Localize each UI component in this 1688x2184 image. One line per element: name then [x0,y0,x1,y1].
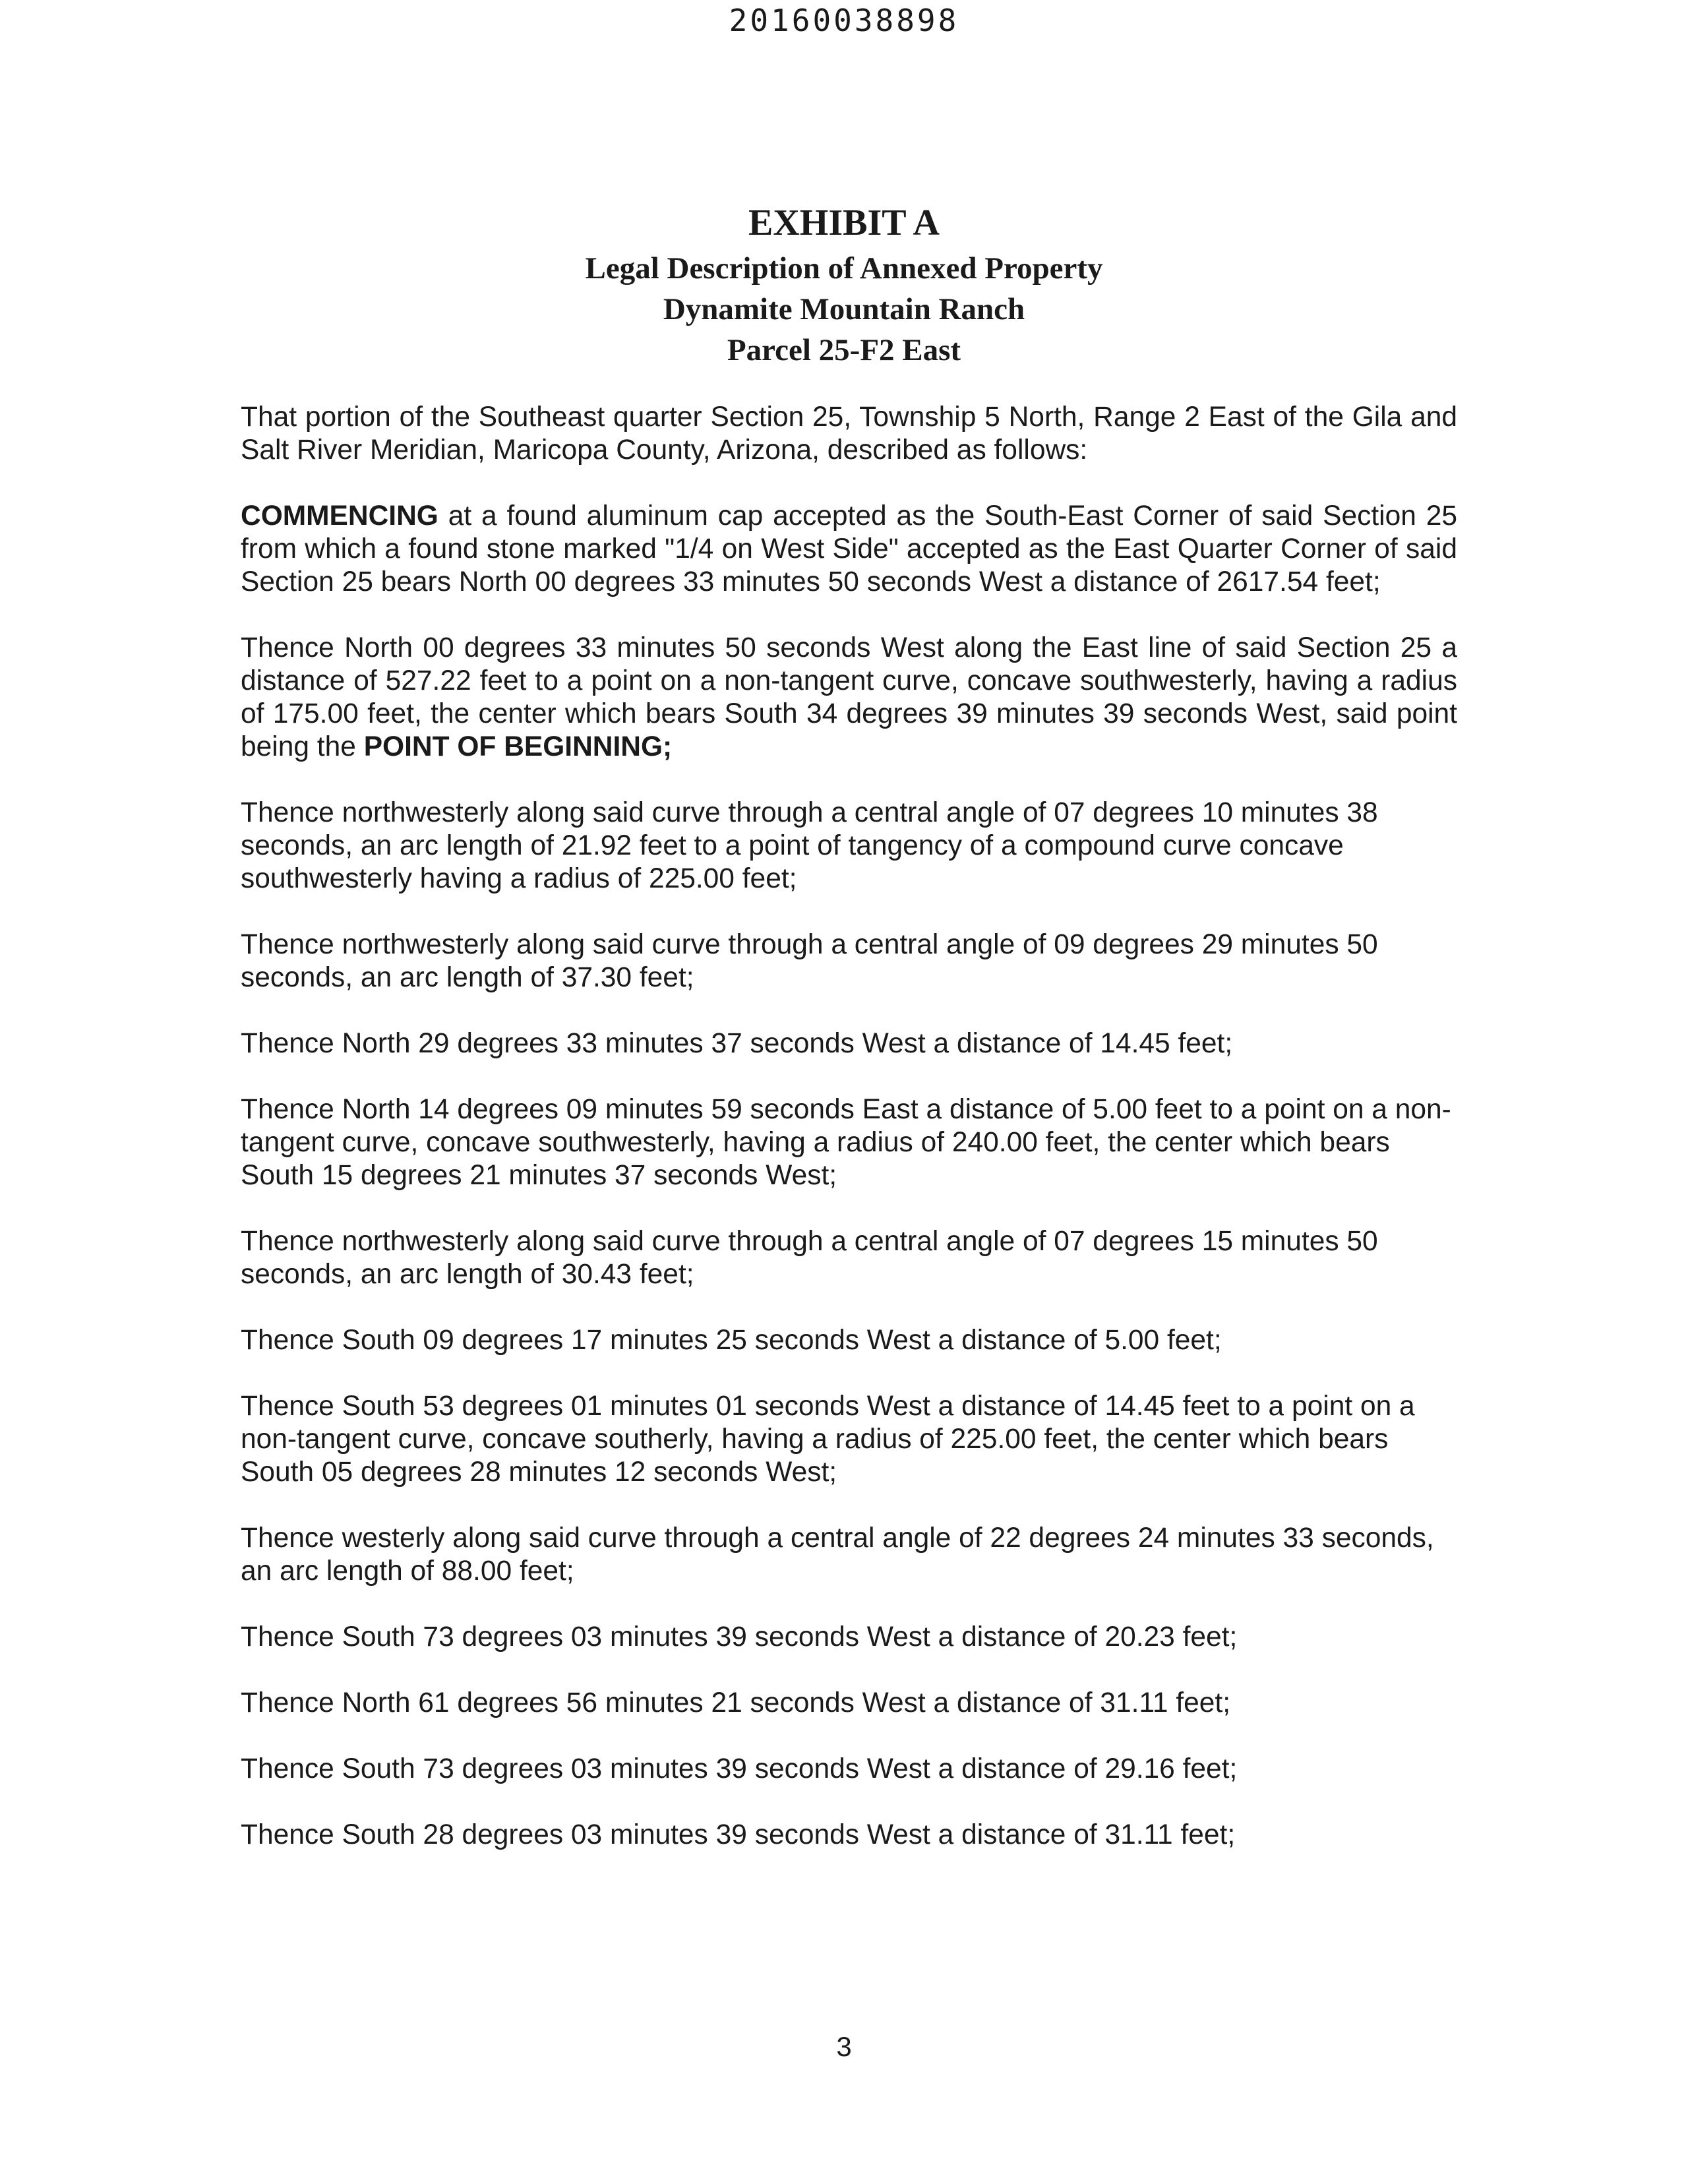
commencing-label: COMMENCING [241,501,438,531]
course-paragraph: Thence South 53 degrees 01 minutes 01 seconds West a distance of 14.45 feet to a point on a non-tangent curve, concave southerly, having a radius of 225.00 feet, the center which bears South 05 degrees 28 minutes 12 seconds West; [241,1391,1415,1488]
point-of-beginning-label: POINT OF BEGINNING; [363,731,673,762]
commencing-paragraph [241,500,1457,599]
exhibit-title: EXHIBIT A [748,202,940,243]
intro-paragraph: That portion of the Southeast quarter Section 25, Township 5 North, Range 2 East of the Gila and Salt River Meridian, Maricopa County, Arizona, described as follows: [241,402,1457,466]
course-paragraph: Thence northwesterly along said curve through a central angle of 07 degrees 10 minutes 38 seconds, an arc length of 21.92 feet to a point of tangency of a compound curve concave southwesterly having a radius of 225.00 feet; [241,797,1378,894]
header-subdivision-name: Dynamite Mountain Ranch [663,292,1025,326]
commencing-text: at a found aluminum cap accepted as the South-East Corner of said Section 25 from which a found stone marked "1/4 on West Side" accepted as the East Quarter Corner of said Section 25 bears North 00 degrees 33 minutes 50 seconds West a distance of 2617.54 feet; [241,501,1457,597]
course-paragraph: Thence North 29 degrees 33 minutes 37 seconds West a distance of 14.45 feet; [241,1028,1233,1059]
course-paragraph: Thence South 28 degrees 03 minutes 39 seconds West a distance of 31.11 feet; [241,1819,1236,1850]
course-paragraph: Thence South 73 degrees 03 minutes 39 seconds West a distance of 29.16 feet; [241,1753,1238,1784]
course-paragraph: Thence westerly along said curve through a central angle of 22 degrees 24 minutes 33 seconds, an arc length of 88.00 feet; [241,1523,1434,1587]
course-paragraph: Thence North 14 degrees 09 minutes 59 seconds East a distance of 5.00 feet to a point on a non-tangent curve, concave southwesterly, having a radius of 240.00 feet, the center which bears South 15 degrees 21 minutes 37 seconds West; [241,1094,1451,1191]
header-parcel-name: Parcel 25-F2 East [727,333,961,367]
beginning-paragraph [241,632,1457,764]
course-paragraph: Thence South 73 degrees 03 minutes 39 seconds West a distance of 20.23 feet; [241,1622,1238,1653]
course-paragraph: Thence South 09 degrees 17 minutes 25 seconds West a distance of 5.00 feet; [241,1325,1222,1356]
course-paragraph: Thence northwesterly along said curve through a central angle of 09 degrees 29 minutes 50 seconds, an arc length of 37.30 feet; [241,929,1378,993]
exhibit-header [0,198,1688,371]
course-paragraph: Thence northwesterly along said curve through a central angle of 07 degrees 15 minutes 50 seconds, an arc length of 30.43 feet; [241,1226,1378,1290]
header-legal-description: Legal Description of Annexed Property [585,251,1103,286]
course-paragraph: Thence North 61 degrees 56 minutes 21 seconds West a distance of 31.11 feet; [241,1687,1231,1718]
page-number: 3 [836,2031,852,2062]
legal-description-body [241,401,1457,1885]
beginning-text: Thence North 00 degrees 33 minutes 50 seconds West along the East line of said Section 25 a distance of 527.22 feet to a point on a non-tangent curve, concave southwesterly, having a radius of 175.00 feet, the center which bears South 34 degrees 39 minutes 39 seconds West, said point being the [241,632,1457,762]
recording-number: 20160038898 [729,3,959,38]
